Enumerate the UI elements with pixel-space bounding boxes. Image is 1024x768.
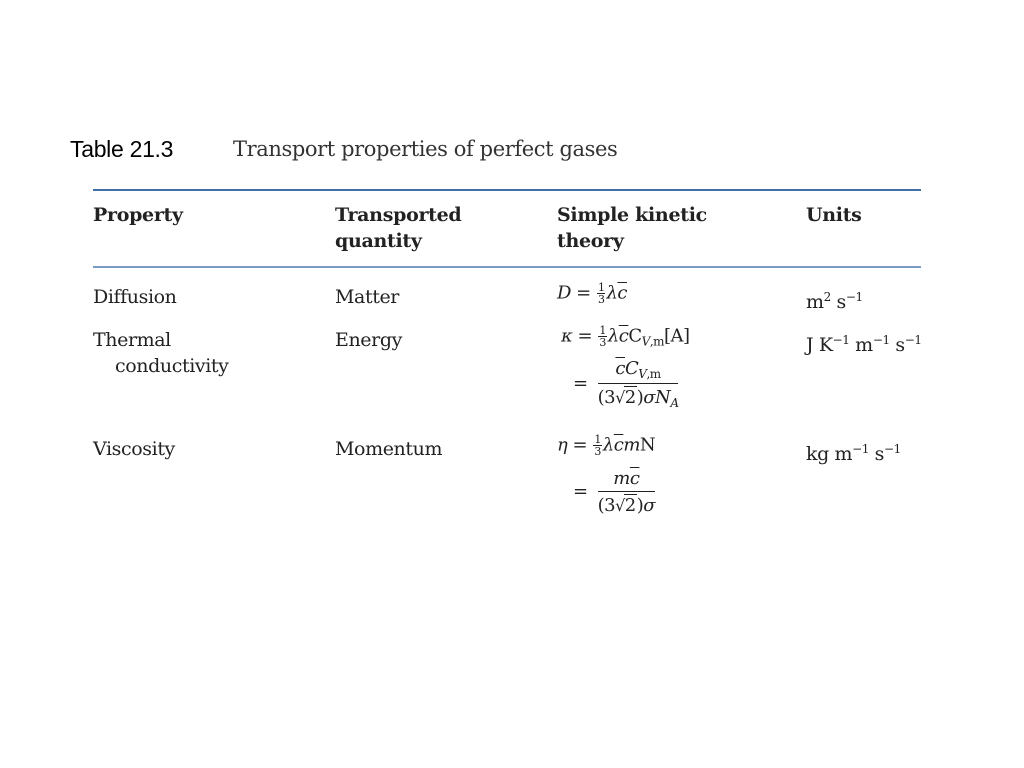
- row-diffusion-formula: D = $\frac{1}{3}$ $\lambda\overline{c}$: [557, 281, 627, 306]
- header-quantity-line2: quantity: [335, 230, 422, 252]
- row-thermal-formula-line1: κ = $\frac{1}{3}$ $\lambda\overline{c}C_{V,m}[A]$: [561, 324, 690, 349]
- table-caption: Transport properties of perfect gases: [233, 137, 618, 161]
- table-header-rule: [93, 266, 921, 268]
- header-transported-quantity: [335, 202, 461, 254]
- header-theory-line2: theory: [557, 230, 624, 252]
- table-top-rule: [93, 189, 921, 191]
- header-property: Property: [93, 204, 183, 226]
- row-viscosity-quantity: Momentum: [335, 438, 443, 460]
- row-thermal-formula-line2: = $\frac{\overline{c}C_{V,m}}{(3√2)\sigma N_A}$: [573, 358, 679, 410]
- header-quantity-line1: Transported: [335, 204, 462, 226]
- row-thermal-property-line1: Thermal: [93, 329, 171, 351]
- row-diffusion-property: Diffusion: [93, 286, 177, 308]
- row-thermal-quantity: Energy: [335, 329, 402, 351]
- row-diffusion-units: $m^2$ $s^{-1}$: [806, 290, 863, 313]
- row-thermal-property-line2: conductivity: [115, 355, 229, 377]
- row-viscosity-units: kg $m^{-1}$ $s^{-1}$: [806, 442, 901, 465]
- row-viscosity-formula-line1: η = $\frac{1}{3}$ $\lambda\overline{c}mN$: [557, 433, 656, 458]
- slide-table-number: Table 21.3: [70, 136, 174, 162]
- header-units: Units: [806, 204, 862, 226]
- row-thermal-property: [93, 327, 228, 379]
- row-viscosity-property: Viscosity: [93, 438, 175, 460]
- header-simple-kinetic-theory: [557, 202, 707, 254]
- row-viscosity-formula-line2: = $\frac{m\overline{c}}{(3√2)\sigma}$: [573, 468, 656, 516]
- header-theory-line1: Simple kinetic: [557, 204, 707, 226]
- row-thermal-units: J $K^{-1}$ $m^{-1}$ $s^{-1}$: [806, 333, 922, 356]
- row-diffusion-quantity: Matter: [335, 286, 399, 308]
